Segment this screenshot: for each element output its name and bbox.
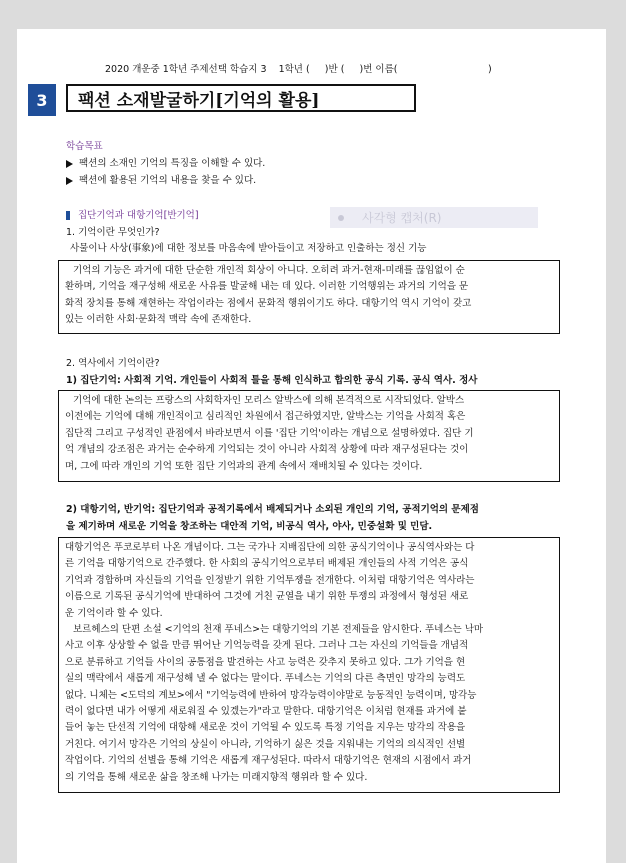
square-bullet-icon (66, 211, 70, 220)
box-line: 이전에는 기억에 대해 개인적이고 심리적인 차원에서 접근하였지만, 알박스는 기억을 사회적 혹은 (65, 411, 466, 423)
dot-icon (338, 215, 344, 221)
capture-tooltip-label: 사각형 캡처(R) (362, 211, 442, 225)
box-line: 환하며, 기억을 재구성해 새로운 사유를 발굴해 내는 데 있다. 이러한 기억행위는 과거의 기억을 문 (65, 281, 469, 293)
box-line: 억 개념의 강조점은 과거는 순수하게 기억되는 것이 아니라 사회적 상황에 따라 재구성된다는 것이 (65, 444, 469, 456)
goal-item (66, 156, 265, 171)
section-heading-text: 집단기억과 대항기억[반기억] (78, 210, 199, 221)
box-line: 의 기억을 통해 새로운 삶을 창조해 나가는 미래지향적 행위라 할 수 있다. (65, 771, 368, 783)
box-line: 기억과 경합하며 자신들의 기억을 인정받기 위한 기억투쟁을 전개한다. 이처럼 대항기억은 역사라는 (65, 574, 475, 586)
lesson-title: 팩션 소재발굴하기[기억의 활용] (66, 84, 416, 112)
worksheet-header: 2020 개운중 1학년 주제선택 학습지 3 1학년 ( )반 ( )번 이름( ) (105, 64, 492, 75)
goal-text: 팩션의 소재인 기억의 특징을 이해할 수 있다. (79, 158, 266, 169)
box-line: 력이 없다면 내가 어떻게 새로워질 수 있겠는가"라고 말한다. 대항기억은 이처럼 현재를 과거에 붙 (65, 706, 467, 718)
goal-text: 팩션에 활용된 기억의 내용을 찾을 수 있다. (79, 175, 257, 186)
lesson-number-badge: 3 (28, 84, 56, 116)
question-1: 1. 기억이란 무엇인가? (66, 227, 160, 238)
triangle-bullet-icon (66, 160, 73, 168)
question-2: 2. 역사에서 기억이란? (66, 358, 160, 369)
memory-function-box (58, 260, 560, 334)
collective-memory-box (58, 390, 560, 482)
counter-memory-box (58, 537, 560, 793)
box-line: 작업이다. 기억의 선별을 통해 기억은 새롭게 재구성된다. 따라서 대항기억은 현재의 시점에서 과거 (65, 755, 472, 767)
goal-item (66, 173, 256, 188)
box-line: 보르헤스의 단편 소설 <기억의 천재 푸네스>는 대항기억의 기본 전제들을 암시한다. 푸네스는 낙마 (73, 624, 484, 636)
memory-definition: 사물이나 사상(事象)에 대한 정보를 마음속에 받아들이고 저장하고 인출하는 정신 기능 (70, 243, 427, 254)
box-line: 화적 장치를 통해 재현하는 작업이라는 점에서 문화적 행위이기도 하다. 대항기억 역시 기억이 갖고 (65, 297, 472, 309)
box-line: 없다. 니체는 <도덕의 계보>에서 "기억능력에 반하여 망각능력이야말로 능동적인 능력이며, 망각능 (65, 689, 477, 701)
box-line: 대항기억은 푸코로부터 나온 개념이다. 그는 국가나 지배집단에 의한 공식기억이나 공식역사와는 다 (65, 542, 475, 553)
box-line: 사고 이후 상상할 수 없을 만큼 뛰어난 기억능력을 갖게 된다. 그러나 그는 자신의 기억들을 개념적 (65, 640, 469, 652)
collective-memory-heading: 1) 집단기억: 사회적 기억. 개인들이 사회적 틀을 통해 인식하고 합의한 공식 기록. 공식 역사. 정사 (66, 375, 478, 386)
counter-memory-heading-line2: 을 제기하며 새로운 기억을 창조하는 대안적 기억, 비공식 역사, 야사, 민중설화 및 민담. (66, 521, 433, 532)
box-line: 른 기억을 대항기억으로 간주했다. 한 사회의 공식기억으로부터 배제된 개인들의 사적 기억은 공식 (65, 558, 469, 570)
counter-memory-heading-line1: 2) 대항기억, 반기억: 집단기억과 공적기록에서 배제되거나 소외된 개인의 기억, 공적기억의 문제점 (66, 504, 479, 515)
box-line: 집단적 그리고 구성적인 관점에서 바라보면서 이를 '집단 기억'이라는 개념으로 설명하였다. 집단 기 (65, 427, 474, 439)
box-line: 운 기억이라 할 수 있다. (65, 607, 163, 619)
box-line: 있는 이러한 사회·문화적 맥락 속에 존재한다. (65, 314, 252, 326)
box-line: 기억에 대한 논의는 프랑스의 사회학자인 모리스 알박스에 의해 본격적으로 시작되었다. 알박스 (73, 395, 465, 406)
section-heading (66, 208, 199, 223)
triangle-bullet-icon (66, 177, 73, 185)
box-line: 거친다. 여기서 망각은 기억의 상실이 아니라, 기억하기 싫은 것을 지워내는 기억의 의식적인 선별 (65, 738, 466, 750)
goals-heading: 학습목표 (66, 141, 103, 152)
capture-tooltip (330, 207, 538, 228)
box-line: 이름으로 기록된 공식기억에 반대하여 그것에 거친 균열을 내기 위한 투쟁의 과정에서 형성된 새로 (65, 591, 469, 603)
box-line: 실의 맥락에서 새롭게 재구성해 낼 수 없다는 말이다. 푸네스는 기억의 다른 측면인 망각의 능력도 (65, 673, 466, 685)
box-line: 기억의 기능은 과거에 대한 단순한 개인적 회상이 아니다. 오히려 과거-현재-미래를 끊임없이 순 (73, 265, 465, 276)
box-line: 들어 놓는 단선적 기억에 대항해 새로운 것이 기억될 수 있도록 특정 기억을 지우는 망각의 작용을 (65, 722, 466, 734)
box-line: 으로 분류하고 기억들 사이의 공통점을 발견하는 사고 능력은 갖추지 못하고 있다. 그가 기억을 현 (65, 656, 466, 668)
box-line: 며, 그에 따라 개인의 기억 또한 집단 기억과의 관계 속에서 재배치될 수 있다는 것이다. (65, 460, 423, 472)
title-bar (28, 84, 418, 116)
